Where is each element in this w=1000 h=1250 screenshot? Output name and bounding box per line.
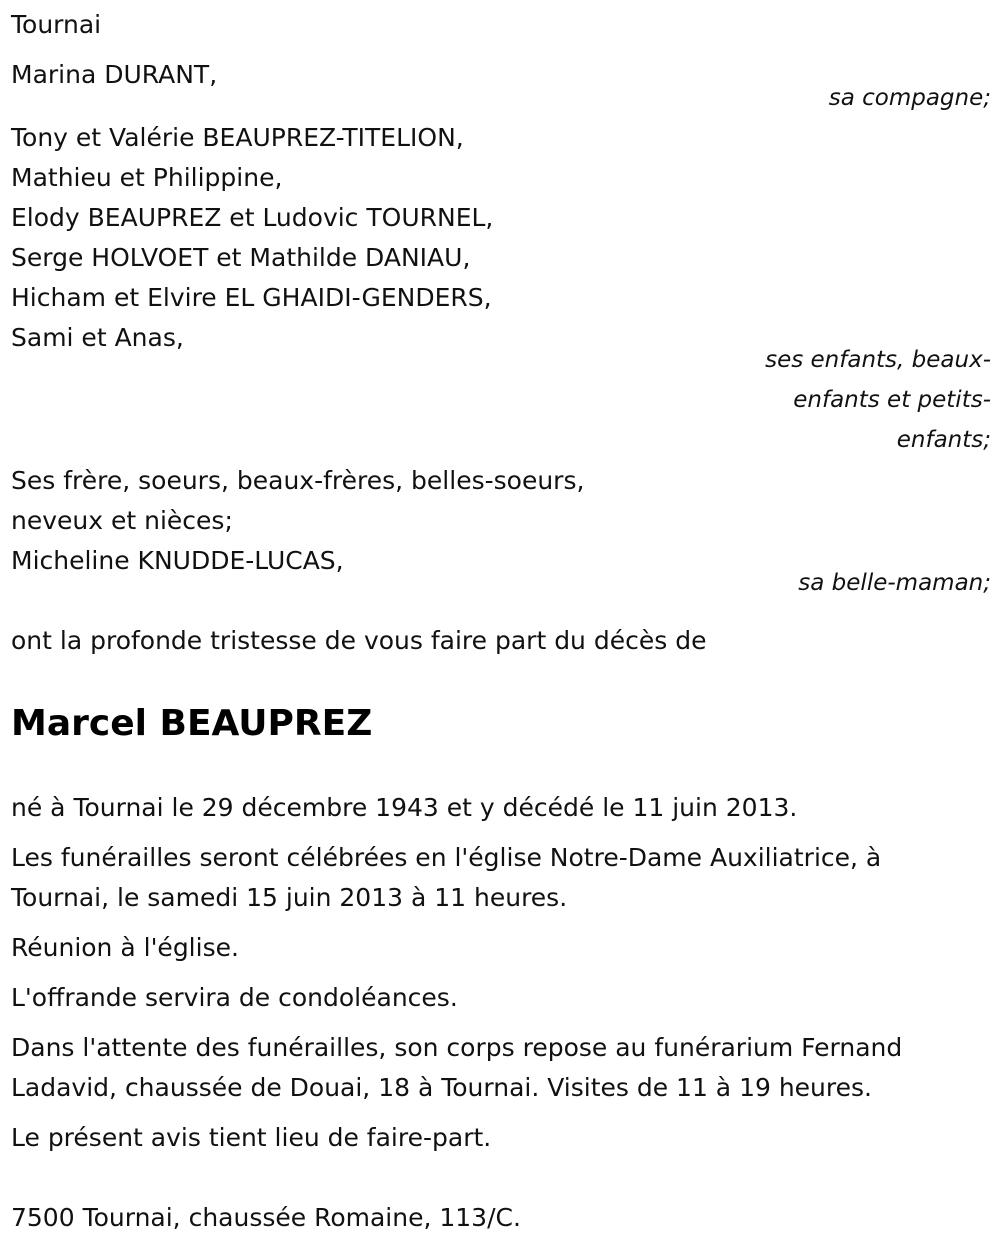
funeral-line-1: Les funérailles seront célébrées en l'église Notre-Dame Auxiliatrice, à: [11, 843, 882, 872]
children-role-line-2: enfants et petits-: [793, 387, 991, 413]
child-line-4: Serge HOLVOET et Mathilde DANIAU,: [11, 243, 471, 272]
birth-death-text: né à Tournai le 29 décembre 1943 et y décédé le 11 juin 2013.: [11, 793, 798, 822]
partner-role: sa compagne;: [828, 85, 991, 111]
gathering-text: Réunion à l'église.: [11, 933, 239, 962]
viewing-line-2: Ladavid, chaussée de Douai, 18 à Tournai. Visites de 11 à 19 heures.: [11, 1073, 872, 1102]
offering-text: L'offrande servira de condoléances.: [11, 983, 458, 1012]
children-role-line-3: enfants;: [896, 427, 991, 453]
viewing-line-1: Dans l'attente des funérailles, son corps repose au funérarium Fernand: [11, 1033, 903, 1062]
child-line-1: Tony et Valérie BEAUPREZ-TITELION,: [11, 123, 464, 152]
deceased-name: Marcel BEAUPREZ: [11, 703, 373, 744]
child-line-6: Sami et Anas,: [11, 323, 184, 352]
announcement-text: ont la profonde tristesse de vous faire part du décès de: [11, 626, 707, 655]
city-heading: Tournai: [11, 10, 102, 39]
notice-text: Le présent avis tient lieu de faire-part.: [11, 1123, 492, 1152]
mother-in-law-name: Micheline KNUDDE-LUCAS,: [11, 546, 344, 575]
child-line-3: Elody BEAUPREZ et Ludovic TOURNEL,: [11, 203, 494, 232]
siblings-line-2: neveux et nièces;: [11, 506, 233, 535]
mother-in-law-role: sa belle-maman;: [798, 570, 991, 596]
child-line-2: Mathieu et Philippine,: [11, 163, 283, 192]
funeral-line-2: Tournai, le samedi 15 juin 2013 à 11 heures.: [11, 883, 568, 912]
address-text: 7500 Tournai, chaussée Romaine, 113/C.: [11, 1203, 521, 1232]
siblings-line-1: Ses frère, soeurs, beaux-frères, belles-soeurs,: [11, 466, 585, 495]
children-role-line-1: ses enfants, beaux-: [765, 347, 991, 373]
partner-name: Marina DURANT,: [11, 60, 218, 89]
child-line-5: Hicham et Elvire EL GHAIDI-GENDERS,: [11, 283, 492, 312]
